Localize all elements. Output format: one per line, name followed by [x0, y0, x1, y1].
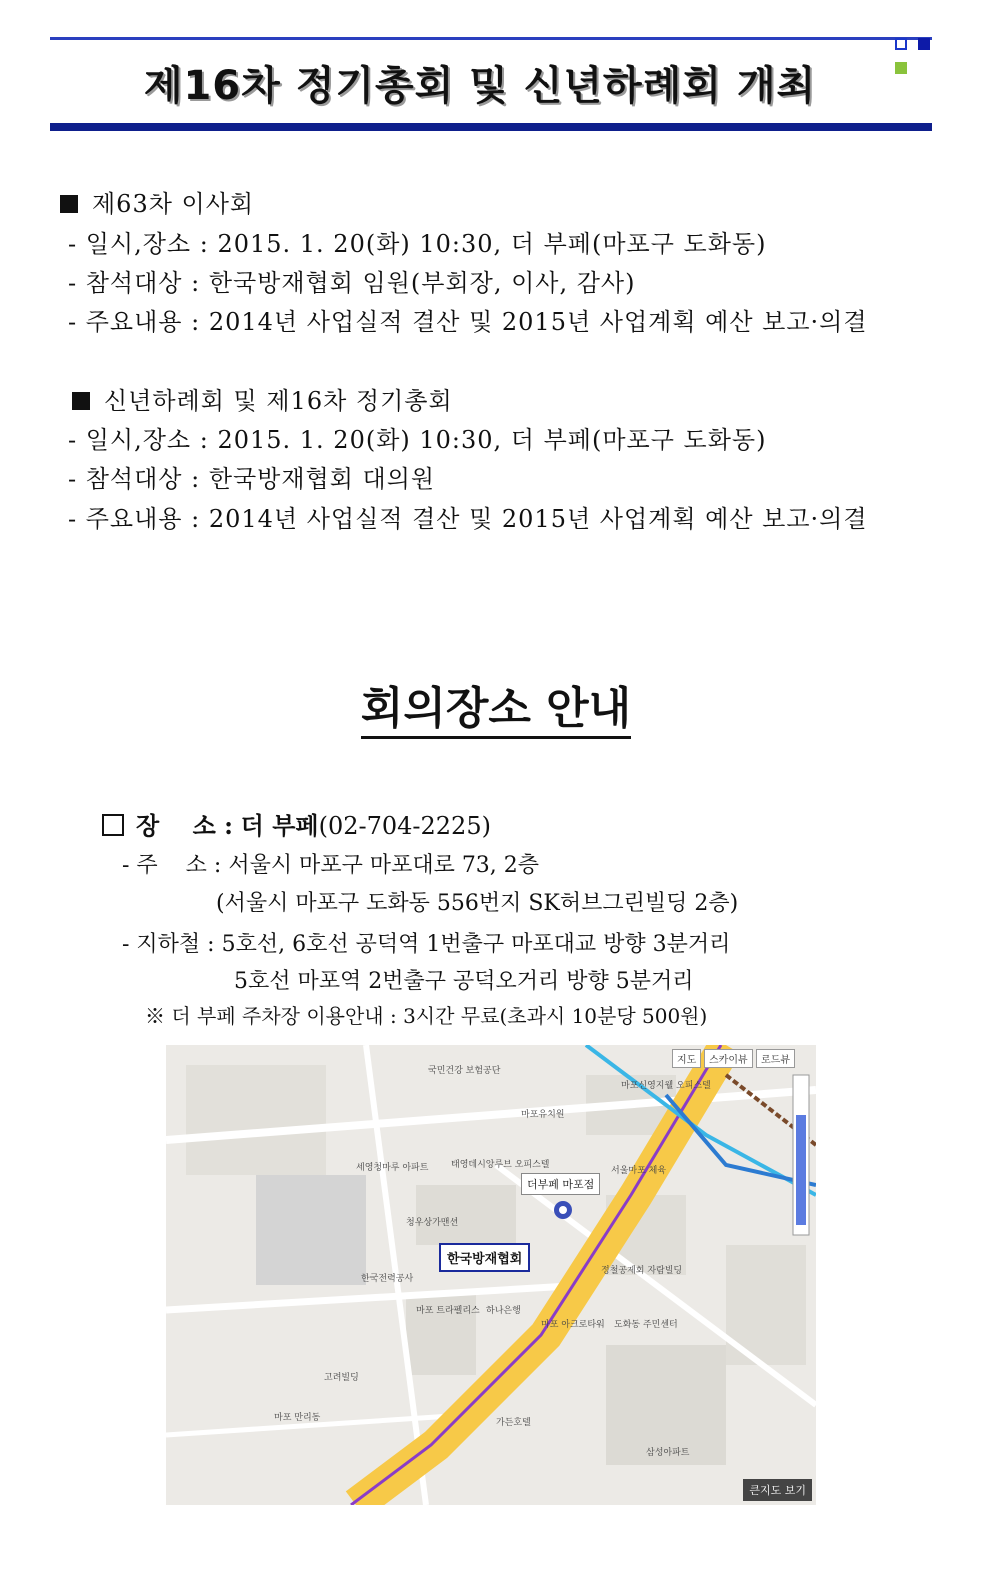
map-label: 청우상가맨션	[406, 1218, 459, 1228]
venue-address-old: (서울시 마포구 도화동 556번지 SK허브그린빌딩 2층)	[216, 891, 739, 916]
map-label: 고려빌딩	[324, 1373, 359, 1383]
place-name: 더 부페	[240, 811, 319, 840]
decor-square-outline	[895, 38, 907, 50]
map-label: 도화동 주민센터	[614, 1320, 678, 1330]
map-label: 정철공제회 자람빌딩	[601, 1266, 683, 1276]
map-enlarge-button[interactable]: 큰지도 보기	[743, 1479, 812, 1501]
map-label: 하나은행	[486, 1306, 521, 1316]
map-label: 마포 트라펠리스	[416, 1306, 480, 1316]
header-top-line	[50, 37, 932, 40]
map-tab-skyview[interactable]: 스카이뷰	[704, 1049, 753, 1068]
address-value: 서울시 마포구 마포대로 73, 2층	[228, 853, 540, 878]
map-label: 마포 아크로타워	[541, 1320, 605, 1330]
section2-item-date: - 일시,장소 : 2015. 1. 20(화) 10:30, 더 부페(마포구 도화동)	[68, 426, 767, 454]
square-bullet-icon	[72, 392, 90, 410]
section1-item-attendees: - 참석대상 : 한국방재협회 임원(부회장, 이사, 감사)	[68, 269, 636, 297]
checkbox-square-icon	[102, 814, 124, 836]
place-label: 장 소 :	[136, 811, 234, 840]
map-label: 한국전력공사	[361, 1274, 414, 1284]
venue-subway-row	[122, 927, 730, 958]
section2-heading-text: 신년하례회 및 제16차 정기총회	[104, 387, 453, 415]
decor-square-blue	[918, 38, 930, 50]
square-bullet-icon	[60, 195, 78, 213]
section1-heading	[60, 184, 254, 219]
map-association-label: 한국방재협회	[439, 1243, 530, 1272]
header-bottom-bar	[50, 123, 932, 131]
map-label: 마포 만리동	[274, 1413, 321, 1423]
venue-address-row	[122, 848, 539, 879]
map-tab-map[interactable]: 지도	[672, 1049, 701, 1068]
section1-item-date: - 일시,장소 : 2015. 1. 20(화) 10:30, 더 부페(마포구 도화동)	[68, 230, 767, 258]
map-graphic	[166, 1045, 816, 1505]
venue-place-row	[102, 806, 491, 841]
page-title: 제16차 정기총회 및 신년하례회 개최	[143, 63, 817, 109]
section2-item-agenda: - 주요내용 : 2014년 사업실적 결산 및 2015년 사업계획 예산 보고·의결	[68, 505, 868, 533]
map-label: 마포신영지웰 오피스텔	[621, 1081, 711, 1091]
map-buffet-label: 더부페 마포점	[521, 1173, 600, 1195]
address-label: - 주 소 :	[122, 853, 222, 878]
location-map[interactable]	[166, 1045, 816, 1505]
map-label: 삼성아파트	[646, 1448, 690, 1458]
map-tab-roadview[interactable]: 로드뷰	[756, 1049, 795, 1068]
venue-parking: ※ 더 부페 주차장 이용안내 : 3시간 무료(초과시 10분당 500원)	[145, 1004, 708, 1028]
map-label: 서울마포 체육	[611, 1166, 667, 1176]
subway-label: - 지하철 :	[122, 932, 215, 957]
map-label: 태영데시앙루브 오피스텔	[451, 1160, 550, 1170]
map-label: 가든호텔	[496, 1418, 531, 1428]
subway-line1: 5호선, 6호선 공덕역 1번출구 마포대교 방향 3분거리	[221, 932, 731, 957]
section2-item-attendees: - 참석대상 : 한국방재협회 대의원	[68, 465, 436, 493]
map-label: 마포유치원	[521, 1110, 565, 1120]
venue-title-text: 회의장소 안내	[361, 683, 631, 739]
venue-title	[0, 672, 992, 736]
venue-subway-line2: 5호선 마포역 2번출구 공덕오거리 방향 5분거리	[234, 969, 694, 994]
map-label: 국민건강 보험공단	[428, 1066, 501, 1076]
section1-heading-text: 제63차 이사회	[92, 190, 255, 218]
place-phone: (02-704-2225)	[318, 812, 491, 840]
section2-heading	[72, 381, 453, 416]
section1-item-agenda: - 주요내용 : 2014년 사업실적 결산 및 2015년 사업계획 예산 보고·의결	[68, 308, 868, 336]
map-label: 세영청마루 아파트	[356, 1163, 429, 1173]
